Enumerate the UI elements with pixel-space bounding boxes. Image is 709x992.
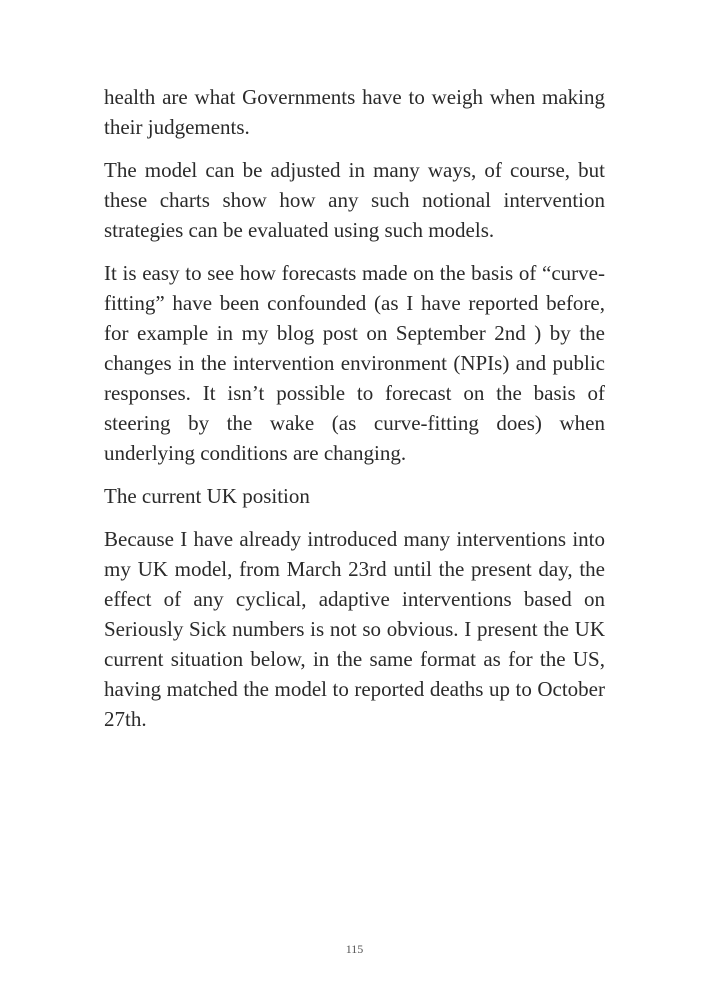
paragraph-1: health are what Governments have to weigh when making their judgements. bbox=[104, 85, 605, 139]
page-number: 115 bbox=[345, 942, 364, 956]
paragraph-2: The model can be adjusted in many ways, of course, but these charts show how any such notional intervention strategies can be evaluated using such models. bbox=[104, 158, 605, 242]
section-heading: The current UK position bbox=[104, 484, 310, 508]
paragraph-3: It is easy to see how forecasts made on the basis of “curve-fitting” have been confounded (as I have reported before, for example in my blog post on September 2nd ) by the changes in the intervention environment (NPIs) and public responses. It isn’t possible to forecast on the basis of steering by the wake (as curve-fitting does) when underlying conditions are changing. bbox=[104, 261, 605, 465]
page-body bbox=[104, 82, 605, 747]
paragraph-4: Because I have already introduced many interventions into my UK model, from March 23rd until the present day, the effect of any cyclical, adaptive interventions based on Seriously Sick numbers is not so obvious. I present the UK current situation below, in the same format as for the US, having matched the model to reported deaths up to October 27th. bbox=[104, 527, 605, 731]
